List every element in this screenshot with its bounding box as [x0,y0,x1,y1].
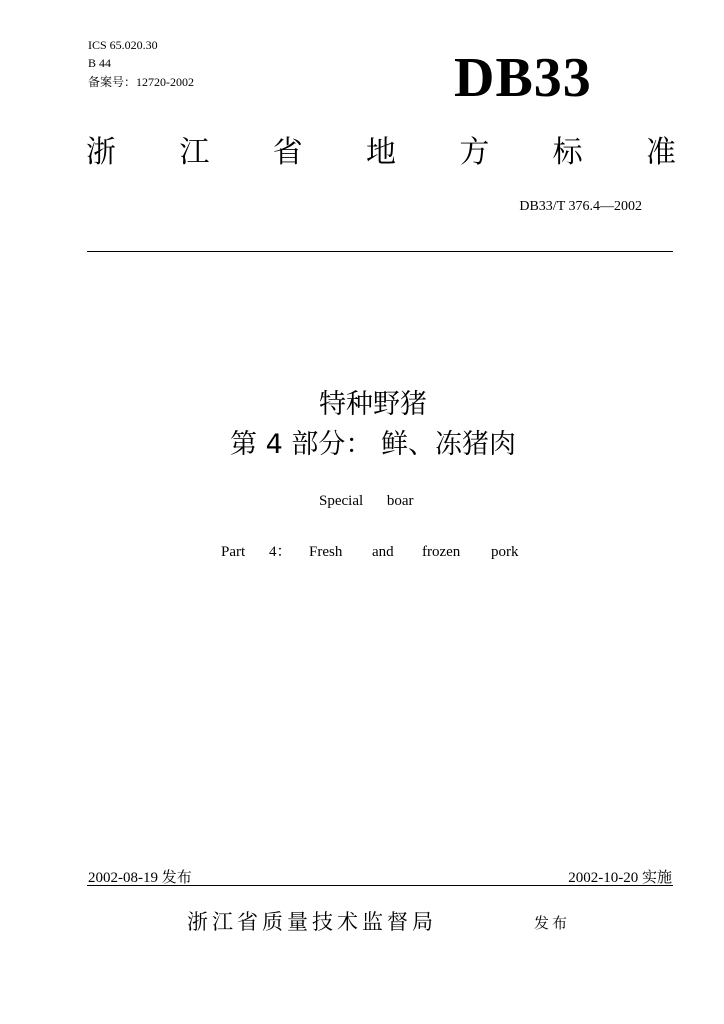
english-title-word: Part [221,544,246,560]
ics-code: ICS 65.020.30 [88,38,158,52]
top-divider [87,251,673,252]
implement-label: 实施 [641,868,672,886]
publish-date-value: 2002-08-19 [88,870,158,886]
chinese-title-line2: 第 4 部分： 鲜、冻猪肉 [230,429,516,460]
heading-char: 准 [645,135,676,170]
heading-char: 江 [179,135,210,170]
issue-label: 发布 [534,914,571,932]
english-title-line1: Special boar [319,493,414,509]
standard-logo: DB33 [454,47,592,109]
heading-char: 标 [552,135,583,170]
heading-char: 方 [459,135,490,170]
standard-number: DB33/T 376.4—2002 [519,199,642,214]
implement-date-value: 2002-10-20 [568,870,639,886]
record-number [88,75,194,89]
english-title-word: 4： [269,544,292,560]
heading-char: 浙 [86,135,116,170]
chinese-title-line1: 特种野猪 [319,389,427,420]
issuing-authority: 浙江省质量技术监督局 [187,910,437,934]
record-label: 备案号： [88,75,137,89]
english-title-line2 [221,540,519,561]
publish-label: 发布 [161,868,192,886]
heading-char: 地 [365,135,396,170]
classification-code: B 44 [88,56,112,70]
english-title-word: pork [491,544,519,560]
english-title-word: frozen [422,544,461,560]
implement-date [568,866,672,887]
bottom-divider [87,885,673,886]
standard-type-heading [86,134,676,172]
english-title-word: and [372,544,394,560]
record-value: 12720-2002 [136,75,195,89]
publish-date [88,866,192,887]
english-title-word: Fresh [309,544,343,560]
heading-char: 省 [272,135,303,170]
